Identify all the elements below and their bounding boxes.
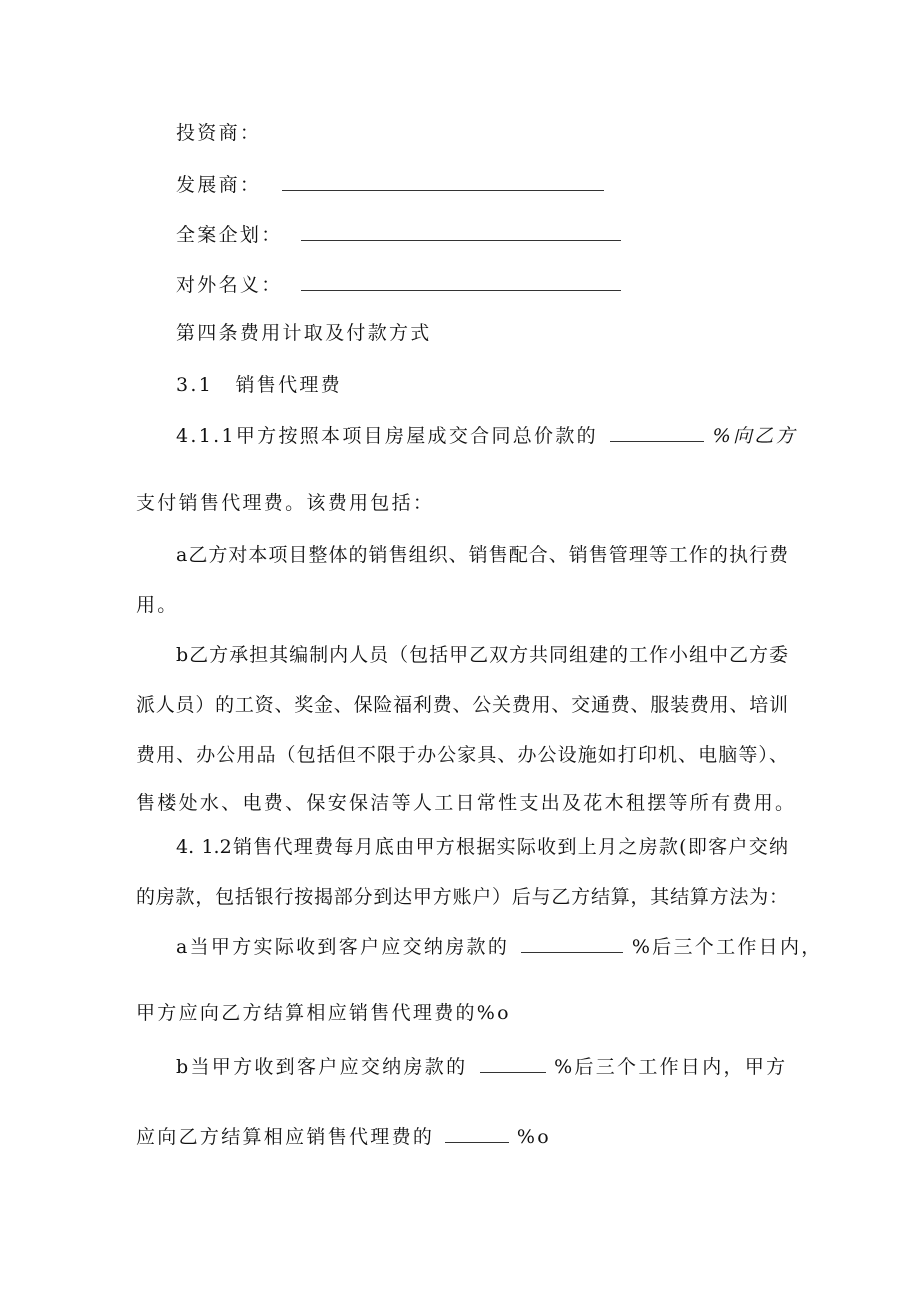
settlement-b-text-2: 应向乙方结算相应销售代理费的 (136, 1126, 435, 1148)
planning-line (176, 222, 621, 248)
item-a-text-end: 用。 (136, 594, 179, 616)
public-name-line (176, 272, 621, 298)
item-b-line-2 (136, 692, 788, 718)
developer-blank (282, 172, 604, 191)
item-b-line-1 (176, 642, 788, 668)
item-b-text-2: 派人员）的工资、奖金、保险福利费、公关费用、交通费、服装费用、培训 (136, 694, 788, 716)
settlement-a-line-2 (136, 1000, 511, 1026)
item-b-line-4 (136, 790, 796, 816)
item-a-line-1 (176, 542, 788, 568)
item-b-text-3: 费用、办公用品（包括但不限于办公家具、办公设施如打印机、电脑等）、 (136, 744, 788, 766)
section-title: 销售代理费 (235, 374, 342, 396)
public-name-label: 对外名义： (176, 274, 283, 296)
investor-line (176, 120, 261, 146)
fee-includes-text: 支付销售代理费。该费用包括： (136, 492, 435, 514)
section-3-1-line (176, 372, 342, 398)
settlement-a-text: a当甲方实际收到客户应交纳房款的 (176, 936, 510, 958)
percent-blank-1 (610, 423, 704, 442)
developer-line (176, 172, 604, 198)
clause-4-1-2-text-2: 的房款，包括银行按揭部分到达甲方账户）后与乙方结算，其结算方法为： (136, 886, 788, 908)
settlement-a-line (176, 934, 823, 960)
article-four-title: 第四条费用计取及付款方式 (176, 322, 432, 344)
settlement-b-tail: %后三个工作日内，甲方 (554, 1056, 788, 1078)
settlement-a-text-2: 甲方应向乙方结算相应销售代理费的%o (136, 1002, 511, 1024)
planning-blank (301, 222, 621, 241)
public-name-blank (301, 272, 621, 291)
percent-blank-3 (480, 1054, 546, 1073)
item-b-line-3 (136, 742, 788, 768)
settlement-b-line-2 (136, 1124, 551, 1150)
settlement-b-text: b当甲方收到客户应交纳房款的 (176, 1056, 468, 1078)
planning-label: 全案企划： (176, 224, 283, 246)
clause-4-1-2-line-1 (176, 834, 788, 860)
settlement-b-tail-2: %o (516, 1126, 551, 1148)
item-b-text-4: 售楼处水、电费、保安保洁等人工日常性支出及花木租摆等所有费用。 (136, 792, 797, 814)
clause-4-1-1-text: 4.1.1甲方按照本项目房屋成交合同总价款的 (176, 425, 598, 447)
clause-4-1-2-text-1: 4. 1.2销售代理费每月底由甲方根据实际收到上月之房款(即客户交纳 (176, 836, 788, 858)
percent-blank-4 (445, 1124, 509, 1143)
developer-label: 发展商： (176, 174, 262, 196)
settlement-b-line (176, 1054, 787, 1080)
item-a-line-2 (136, 592, 179, 618)
item-b-text-1: b乙方承担其编制内人员（包括甲乙双方共同组建的工作小组中乙方委 (176, 644, 788, 666)
item-a-text: a乙方对本项目整体的销售组织、销售配合、销售管理等工作的执行费 (176, 544, 788, 566)
investor-label: 投资商： (176, 122, 262, 144)
clause-4-1-1-line (176, 423, 797, 449)
fee-includes-line (136, 490, 434, 516)
percent-blank-2 (521, 934, 623, 953)
settlement-a-tail: %后三个工作日内， (631, 936, 823, 958)
section-number: 3.1 (176, 374, 214, 396)
article-four-heading (176, 320, 432, 346)
clause-4-1-2-line-2 (136, 884, 788, 910)
clause-4-1-1-tail: %向乙方 (712, 425, 797, 447)
